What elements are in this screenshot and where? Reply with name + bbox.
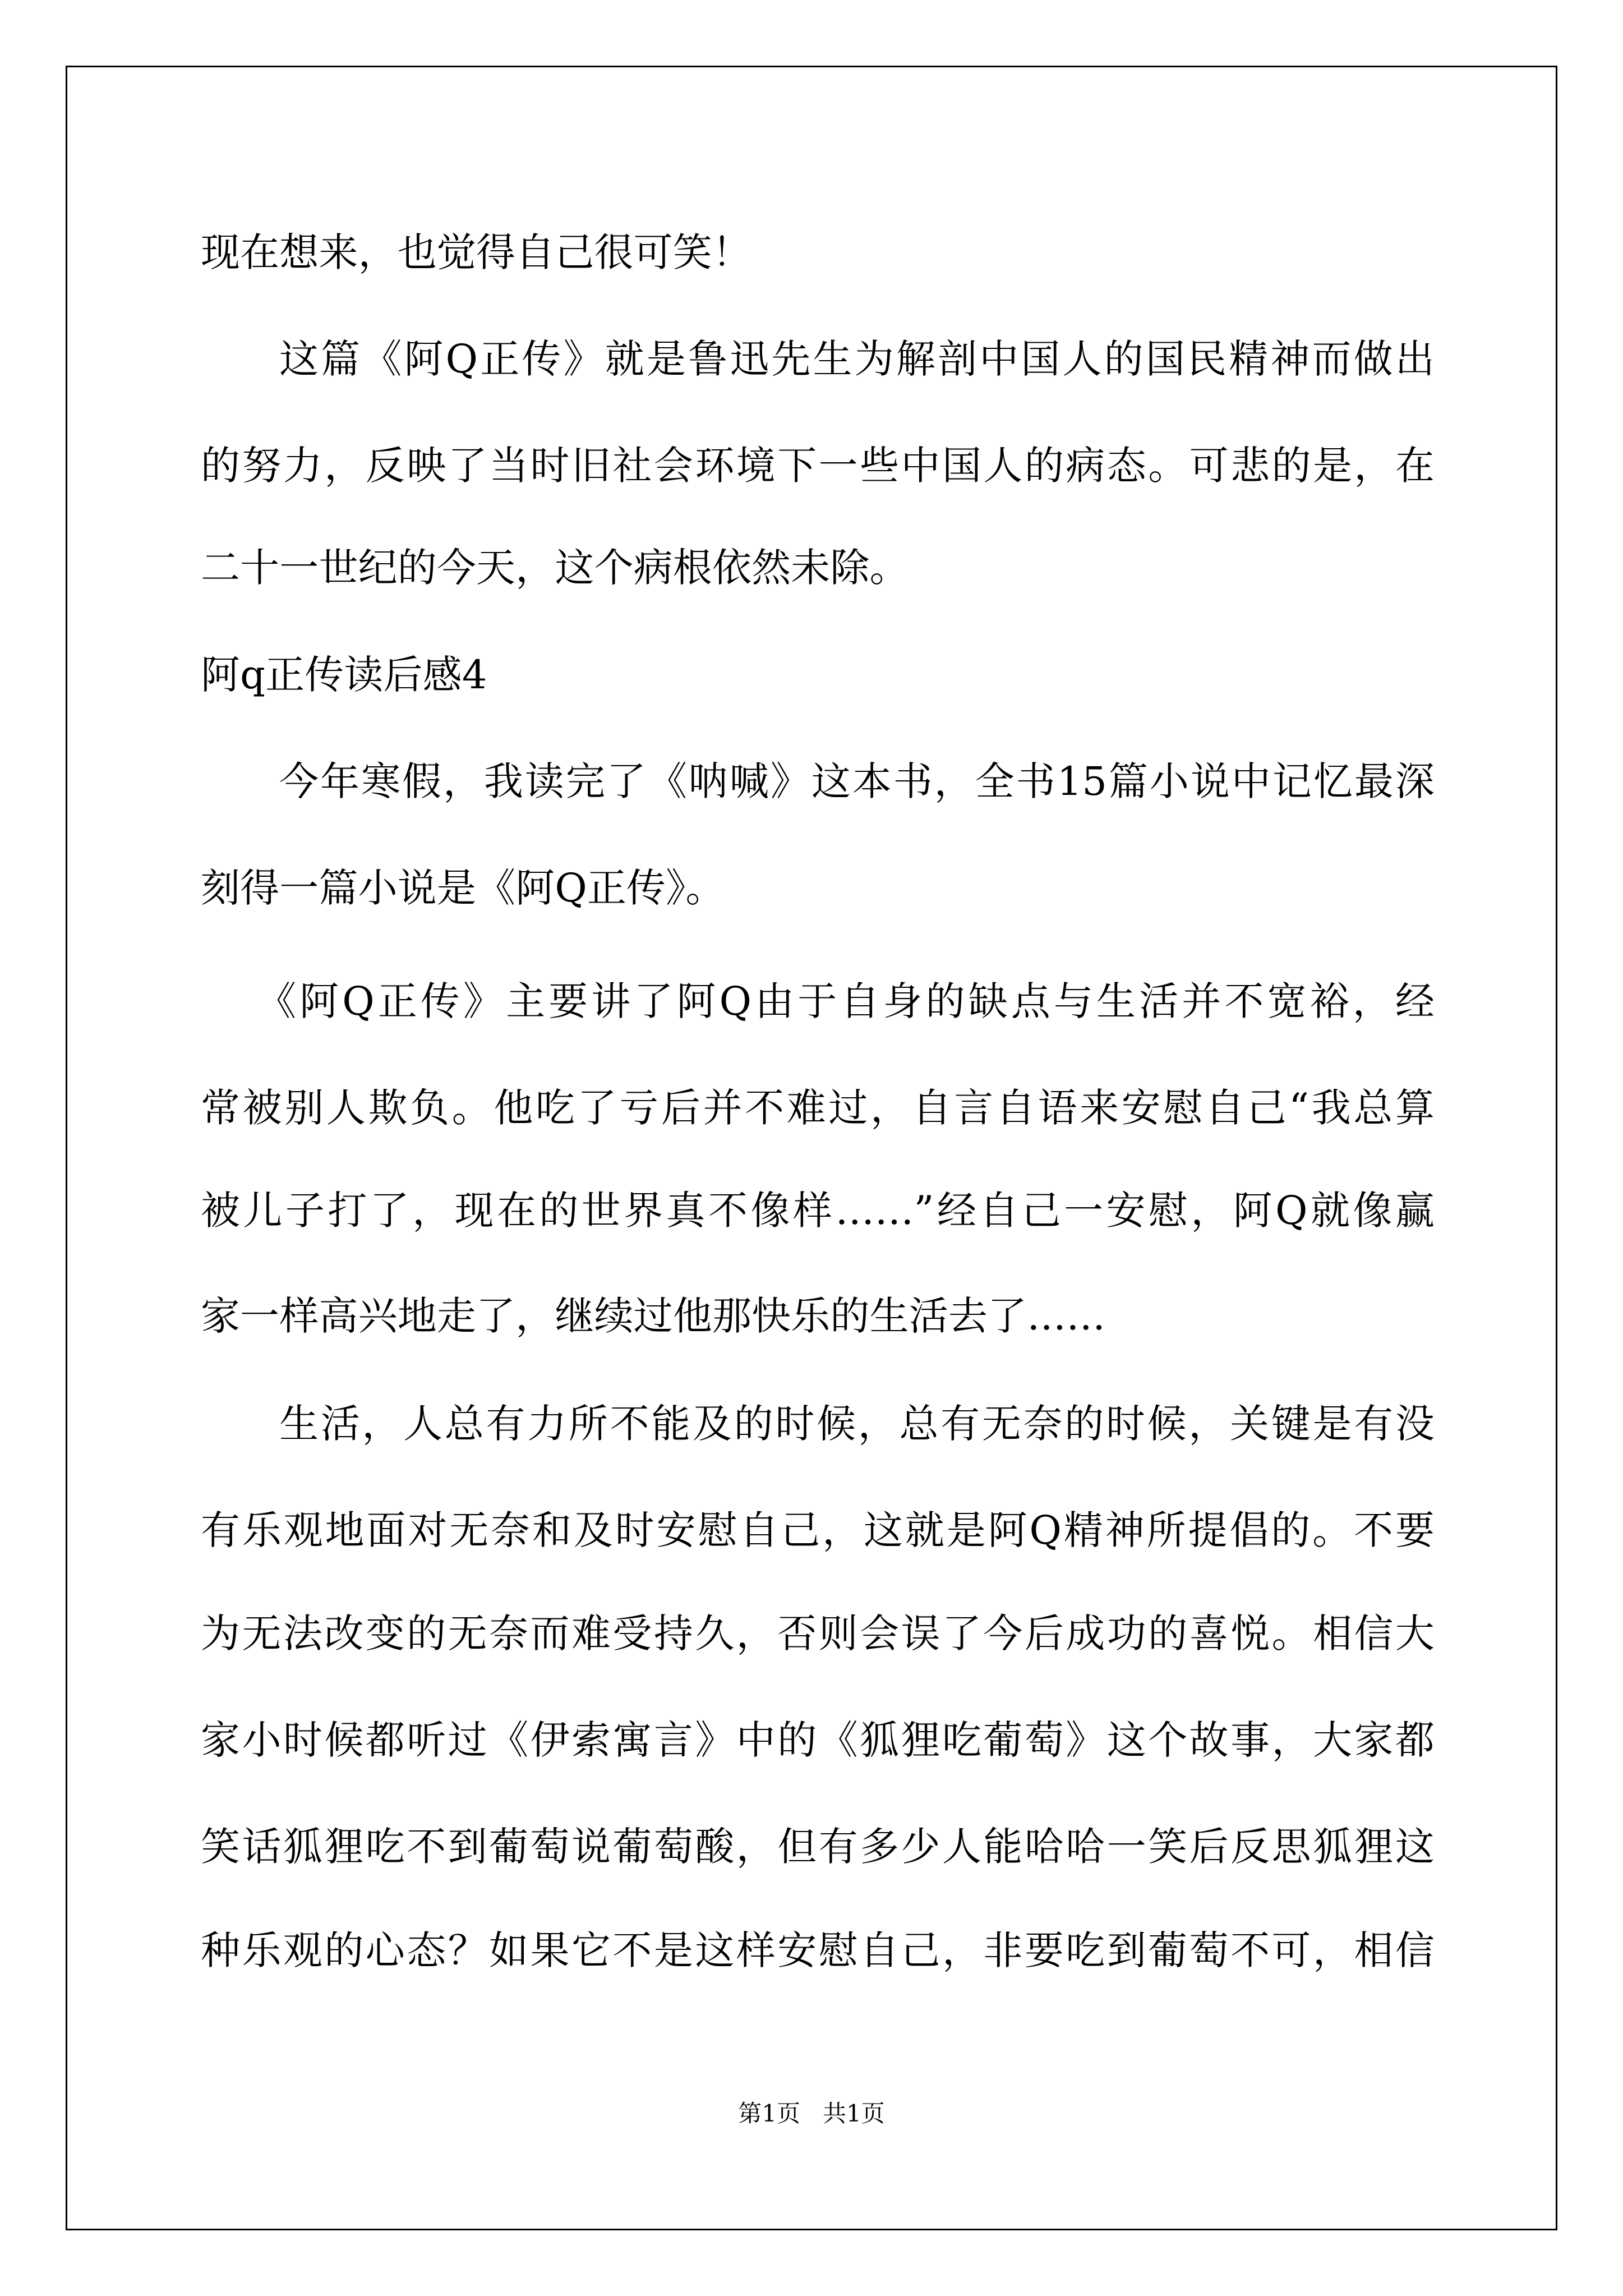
text-line: 种乐观的心态？如果它不是这样安慰自己，非要吃到葡萄不可，相信	[201, 1927, 1435, 1973]
text-line: 有乐观地面对无奈和及时安慰自己，这就是阿Q精神所提倡的。不要	[201, 1507, 1435, 1553]
text-line: 笑话狐狸吃不到葡萄说葡萄酸，但有多少人能哈哈一笑后反思狐狸这	[201, 1824, 1435, 1870]
text-line: 刻得一篇小说是《阿Q正传》。	[201, 865, 725, 911]
paragraph-first-line: 《阿Q正传》主要讲了阿Q由于自身的缺点与生活并不宽裕，经	[257, 978, 1435, 1024]
paragraph-first-line: 今年寒假，我读完了《呐喊》这本书，全书15篇小说中记忆最深	[279, 758, 1435, 804]
text-line: 为无法改变的无奈而难受持久，否则会误了今后成功的喜悦。相信大	[201, 1611, 1435, 1657]
text-line: 被儿子打了，现在的世界真不像样……”经自己一安慰，阿Q就像赢	[201, 1188, 1435, 1234]
section-heading: 阿q正传读后感4	[201, 652, 487, 698]
text-line: 二十一世纪的今天，这个病根依然未除。	[201, 545, 909, 591]
page-number: 第1页 共1页	[738, 2100, 885, 2127]
text-line: 常被别人欺负。他吃了亏后并不难过，自言自语来安慰自己“我总算	[201, 1085, 1435, 1131]
text-line: 家一样高兴地走了，继续过他那快乐的生活去了……	[201, 1293, 1106, 1339]
text-line: 的努力，反映了当时旧社会环境下一些中国人的病态。可悲的是，在	[201, 443, 1435, 489]
text-line: 家小时候都听过《伊索寓言》中的《狐狸吃葡萄》这个故事，大家都	[201, 1717, 1435, 1763]
paragraph-first-line: 这篇《阿Q正传》就是鲁迅先生为解剖中国人的国民精神而做出	[279, 336, 1435, 382]
text-line: 现在想来，也觉得自己很可笑！	[201, 229, 752, 275]
paragraph-first-line: 生活，人总有力所不能及的时候，总有无奈的时候，关键是有没	[279, 1401, 1435, 1447]
page-border	[66, 66, 1557, 2230]
